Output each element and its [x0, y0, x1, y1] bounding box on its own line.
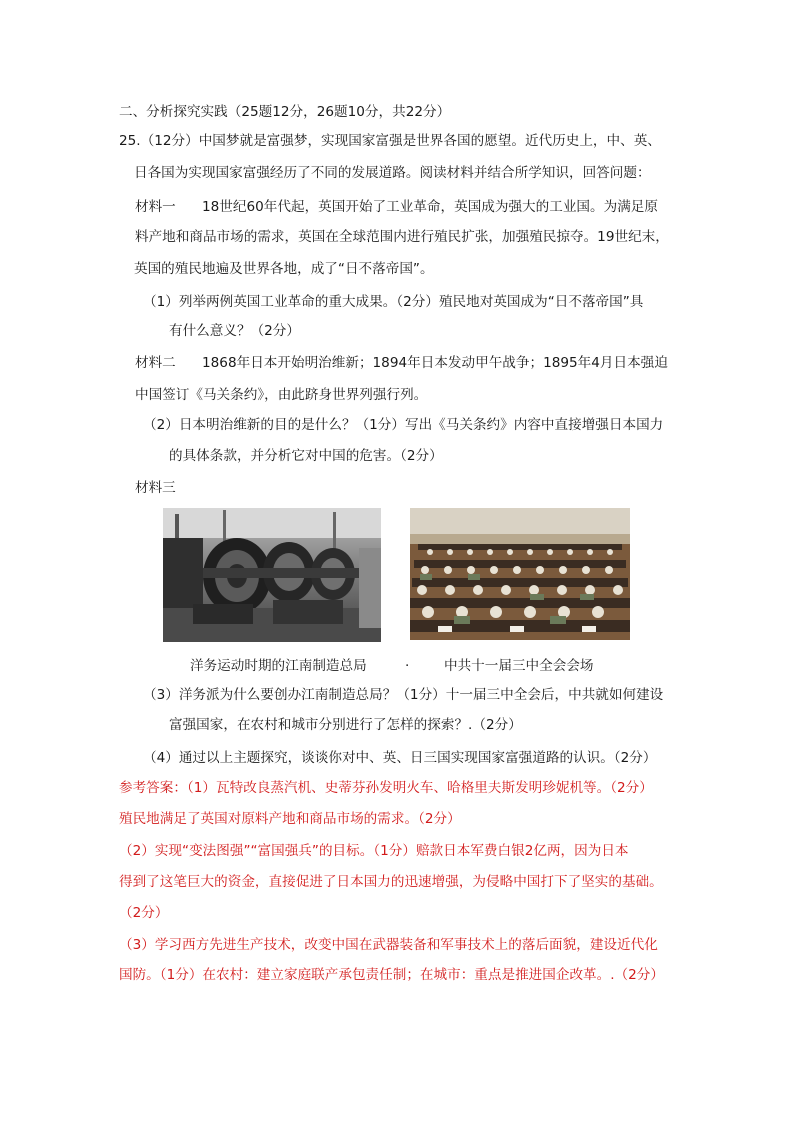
- question-25-intro-cont: 日各国为实现国家富强经历了不同的发展道路。阅读材料并结合所学知识，回答问题：: [134, 165, 651, 181]
- question-25-intro: 25.（12分）中国梦就是富强梦，实现国家富强是世界各国的愿望。近代历史上，中、英、: [119, 133, 661, 149]
- material-1-text-2: 料产地和商品市场的需求，英国在全球范围内进行殖民扩张，加强殖民掠夺。19世纪末，: [135, 229, 669, 245]
- third-plenum-photo: [410, 508, 630, 640]
- material-1-text: 18世纪60年代起，英国开始了工业革命，英国成为强大的工业国。为满足原: [202, 199, 658, 215]
- answer-2-score: （2分）: [119, 905, 169, 921]
- jiangnan-arsenal-photo: [163, 508, 381, 642]
- question-1-cont: 有什么意义？（2分）: [169, 323, 300, 339]
- material-2-text-2: 中国签订《马关条约》，由此跻身世界列强行列。: [135, 387, 428, 403]
- answer-3: （3）学习西方先进生产技术，改变中国在武器装备和军事技术上的落后面貌，建设近代化: [119, 937, 658, 953]
- answer-2: （2）实现“变法图强”“富国强兵”的目标。（1分）赔款日本军费白银2亿两，因为日本: [119, 843, 629, 859]
- answer-1-cont: 殖民地满足了英国对原料产地和商品市场的需求。（2分）: [119, 811, 461, 827]
- question-3: （3）洋务派为什么要创办江南制造总局？（1分）十一届三中全会后，中共就如何建设: [143, 687, 664, 703]
- question-1: （1）列举两例英国工业革命的重大成果。（2分）殖民地对英国成为“日不落帝国”具: [143, 294, 644, 310]
- answer-3-cont: 国防。（1分）在农村：建立家庭联产承包责任制；在城市：重点是推进国企改革。.（2分）: [119, 967, 664, 983]
- caption-jiangnan-arsenal: 洋务运动时期的江南制造总局: [190, 658, 367, 674]
- material-3-label: 材料三: [135, 480, 176, 496]
- caption-separator: .: [405, 654, 410, 670]
- material-1-text-3: 英国的殖民地遍及世界各地，成了“日不落帝国”。: [134, 261, 434, 277]
- question-2: （2）日本明治维新的目的是什么？（1分）写出《马关条约》内容中直接增强日本国力: [143, 417, 664, 433]
- question-2-cont: 的具体条款，并分析它对中国的危害。（2分）: [169, 448, 443, 464]
- material-2-text: 1868年日本开始明治维新；1894年日本发动甲午战争；1895年4月日本强迫: [202, 355, 668, 371]
- material-1-label: 材料一: [135, 199, 176, 215]
- material-2-label: 材料二: [135, 355, 176, 371]
- answer-2-cont: 得到了这笔巨大的资金，直接促进了日本国力的迅速增强，为侵略中国打下了坚实的基础。: [119, 874, 663, 890]
- caption-third-plenum: 中共十一届三中全会会场: [444, 658, 594, 674]
- question-4: （4）通过以上主题探究，谈谈你对中、英、日三国实现国家富强道路的认识。（2分）: [143, 750, 657, 766]
- question-3-cont: 富强国家，在农村和城市分别进行了怎样的探索？.（2分）: [169, 717, 522, 733]
- answer-1: 参考答案：（1）瓦特改良蒸汽机、史蒂芬孙发明火车、哈格里夫斯发明珍妮机等。（2分）: [119, 780, 653, 796]
- section-title: 二、分析探究实践（25题12分，26题10分，共22分）: [119, 104, 451, 120]
